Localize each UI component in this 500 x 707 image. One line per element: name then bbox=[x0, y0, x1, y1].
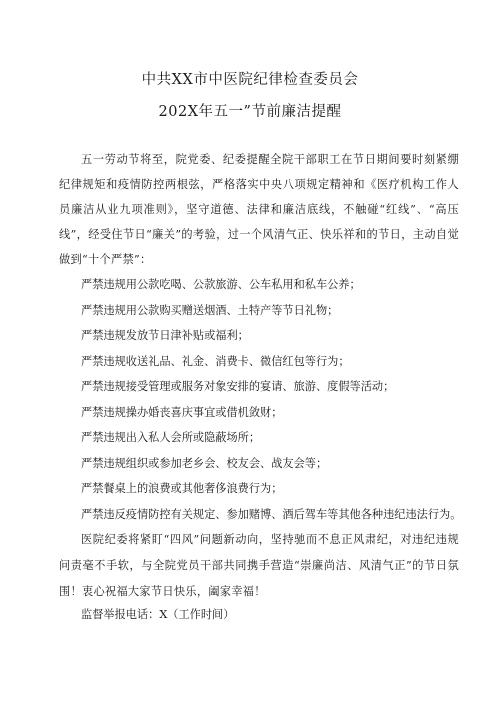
intro-paragraph: 五一劳动节将至，院党委、纪委提醒全院干部职工在节日期间要时刻紧绷纪律规矩和疫情防控两根弦，严格落实中央八项规定精神和《医疗机构工作人员廉洁从业九项准则》，坚守道德、法律和廉洁底线，不触碰“红线”、“高压线”，经受住节日“廉关”的考验，过一个风清气正、快乐祥和的节日，主动自觉做到“十个严禁”： bbox=[59, 153, 459, 266]
prohibition-item: 严禁违规组织或参加老乡会、校友会、战友会等； bbox=[81, 456, 328, 470]
prohibition-item: 严禁违规收送礼品、礼金、消费卡、微信红包等行为； bbox=[81, 354, 350, 368]
prohibition-item: 严禁违规用公款吃喝、公款旅游、公车私用和私车公养； bbox=[81, 278, 361, 291]
document-title-subject: 202X年五一”节前廉洁提醒 bbox=[158, 104, 342, 120]
prohibition-item: 严禁违规接受管理或服务对象安排的宴请、旅游、度假等活动； bbox=[81, 380, 395, 393]
prohibition-item: 严禁违规出入私人会所或隐蔽场所； bbox=[81, 431, 261, 444]
closing-paragraph: 医院纪委将紧盯“四风”问题新动向，坚持驰而不息正风肃纪，对违纪违规问责毫不手软，与全院党员干部共同携手营造“崇廉尚洁、风清气正”的节日氛围！衷心祝福大家节日快乐，阖家幸福！ bbox=[59, 533, 459, 598]
prohibition-item: 严禁违规用公款购买赠送烟酒、土特产等节日礼物； bbox=[81, 303, 339, 317]
document-title-organization: 中共XX市中医院纪律检查委员会 bbox=[141, 72, 359, 88]
prohibition-item: 严禁违反疫情防控有关规定、参加赌博、酒后驾车等其他各种违纪违法行为。 bbox=[81, 507, 462, 521]
prohibition-item: 严禁违规操办婚丧喜庆事宜或借机敛财； bbox=[81, 405, 283, 419]
prohibition-item: 严禁违规发放节日津补贴或福利； bbox=[81, 329, 249, 342]
document-body bbox=[59, 147, 462, 625]
report-hotline: 监督举报电话：X（工作时间） bbox=[81, 608, 235, 621]
prohibition-item: 严禁餐桌上的浪费或其他奢侈浪费行为； bbox=[81, 482, 283, 495]
prohibition-list bbox=[59, 272, 462, 527]
